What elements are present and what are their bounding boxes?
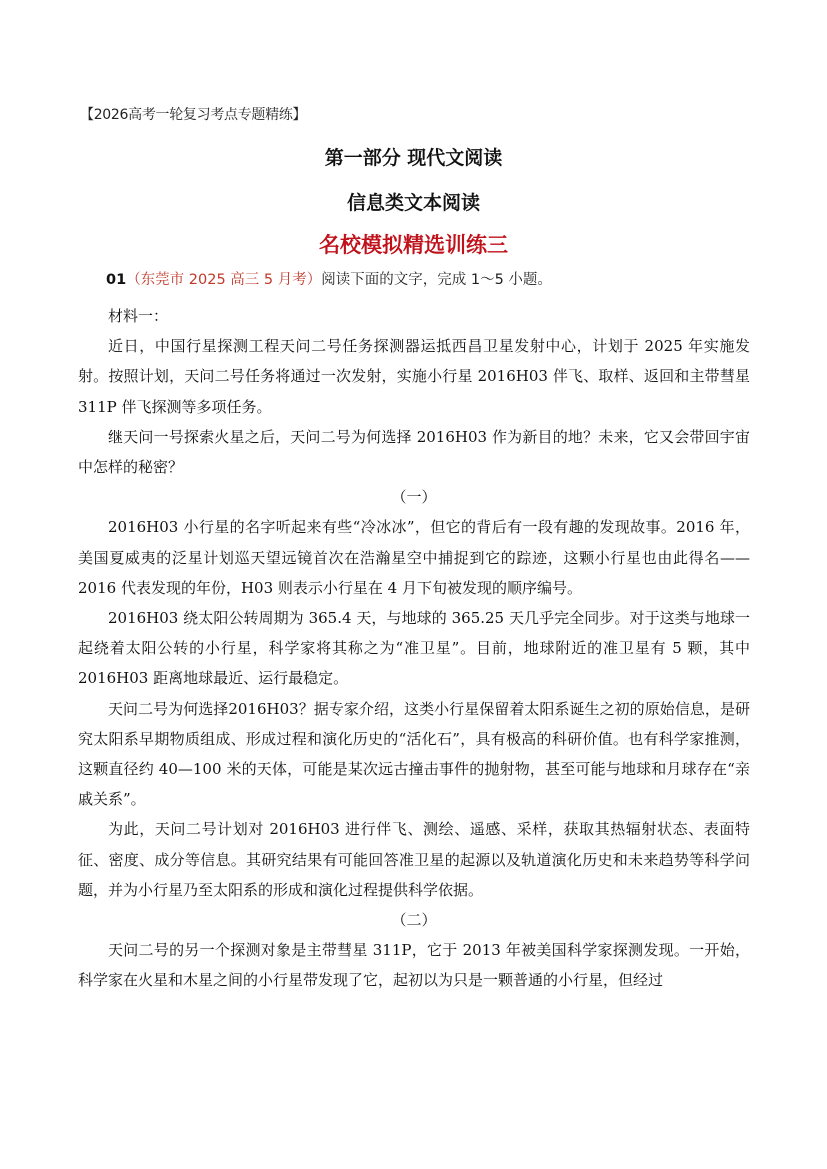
- question-instruction: 阅读下面的文字，完成 1～5 小题。: [321, 272, 552, 288]
- section-heading-one: （一）: [391, 488, 437, 507]
- section-heading-two: （二）: [391, 911, 437, 930]
- paragraph: 天问二号为何选择2016H03？据专家介绍，这类小行星保留着太阳系诞生之初的原始信息，是研究太阳系早期物质组成、形成过程和演化历史的“活化石”，具有极高的科研价值。也有科学家推测，这颗直径约 40—100 米的天体，可能是某次远古撞击事件的抛射物，甚至可能与地球和月球存在“亲戚关系”。: [78, 699, 750, 809]
- paragraph: 近日，中国行星探测工程天问二号任务探测器运抵西昌卫星发射中心，计划于 2025 年实施发射。按照计划，天问二号任务将通过一次发射，实施小行星 2016H03 伴飞、取样、返回和主带彗星 311P 伴飞探测等多项任务。: [78, 337, 750, 416]
- question-number: 01: [106, 272, 127, 288]
- set-title: 名校模拟精选训练三: [319, 233, 508, 257]
- section-title: 信息类文本阅读: [346, 192, 480, 214]
- question-line: [106, 268, 552, 289]
- paragraph: 继天问一号探索火星之后，天问二号为何选择 2016H03 作为新目的地？未来，它又会带回宇宙中怎样的秘密？: [78, 427, 750, 477]
- part-title: 第一部分 现代文阅读: [324, 147, 503, 169]
- paragraph: 2016H03 小行星的名字听起来有些“冷冰冰”，但它的背后有一段有趣的发现故事。2016 年，美国夏威夷的泛星计划巡天望远镜首次在浩瀚星空中捕捉到它的踪迹，这颗小行星也由此得名——2016 代表发现的年份，H03 则表示小行星在 4 月下旬被发现的顺序编号。: [78, 518, 750, 597]
- paragraph: 天问二号的另一个探测对象是主带彗星 311P，它于 2013 年被美国科学家探测发现。一开始，科学家在火星和木星之间的小行星带发现了它，起初以为只是一颗普通的小行星，但经过: [78, 941, 750, 990]
- material-label: 材料一：: [108, 307, 169, 325]
- question-source: （东莞市 2025 高三 5 月考）: [126, 272, 322, 288]
- material-body: [78, 301, 750, 996]
- series-tag: 【2026高考一轮复习考点专题精练】: [80, 107, 307, 123]
- paragraph: 为此，天问二号计划对 2016H03 进行伴飞、测绘、遥感、采样，获取其热辐射状态、表面特征、密度、成分等信息。其研究结果有可能回答准卫星的起源以及轨道演化历史和未来趋势等科学问题，并为小行星乃至太阳系的形成和演化过程提供科学依据。: [78, 820, 750, 899]
- paragraph: 2016H03 绕太阳公转周期为 365.4 天，与地球的 365.25 天几乎完全同步。对于这类与地球一起绕着太阳公转的小行星，科学家将其称之为“准卫星”。目前，地球附近的准卫星有 5 颗，其中 2016H03 距离地球最近、运行最稳定。: [78, 609, 750, 688]
